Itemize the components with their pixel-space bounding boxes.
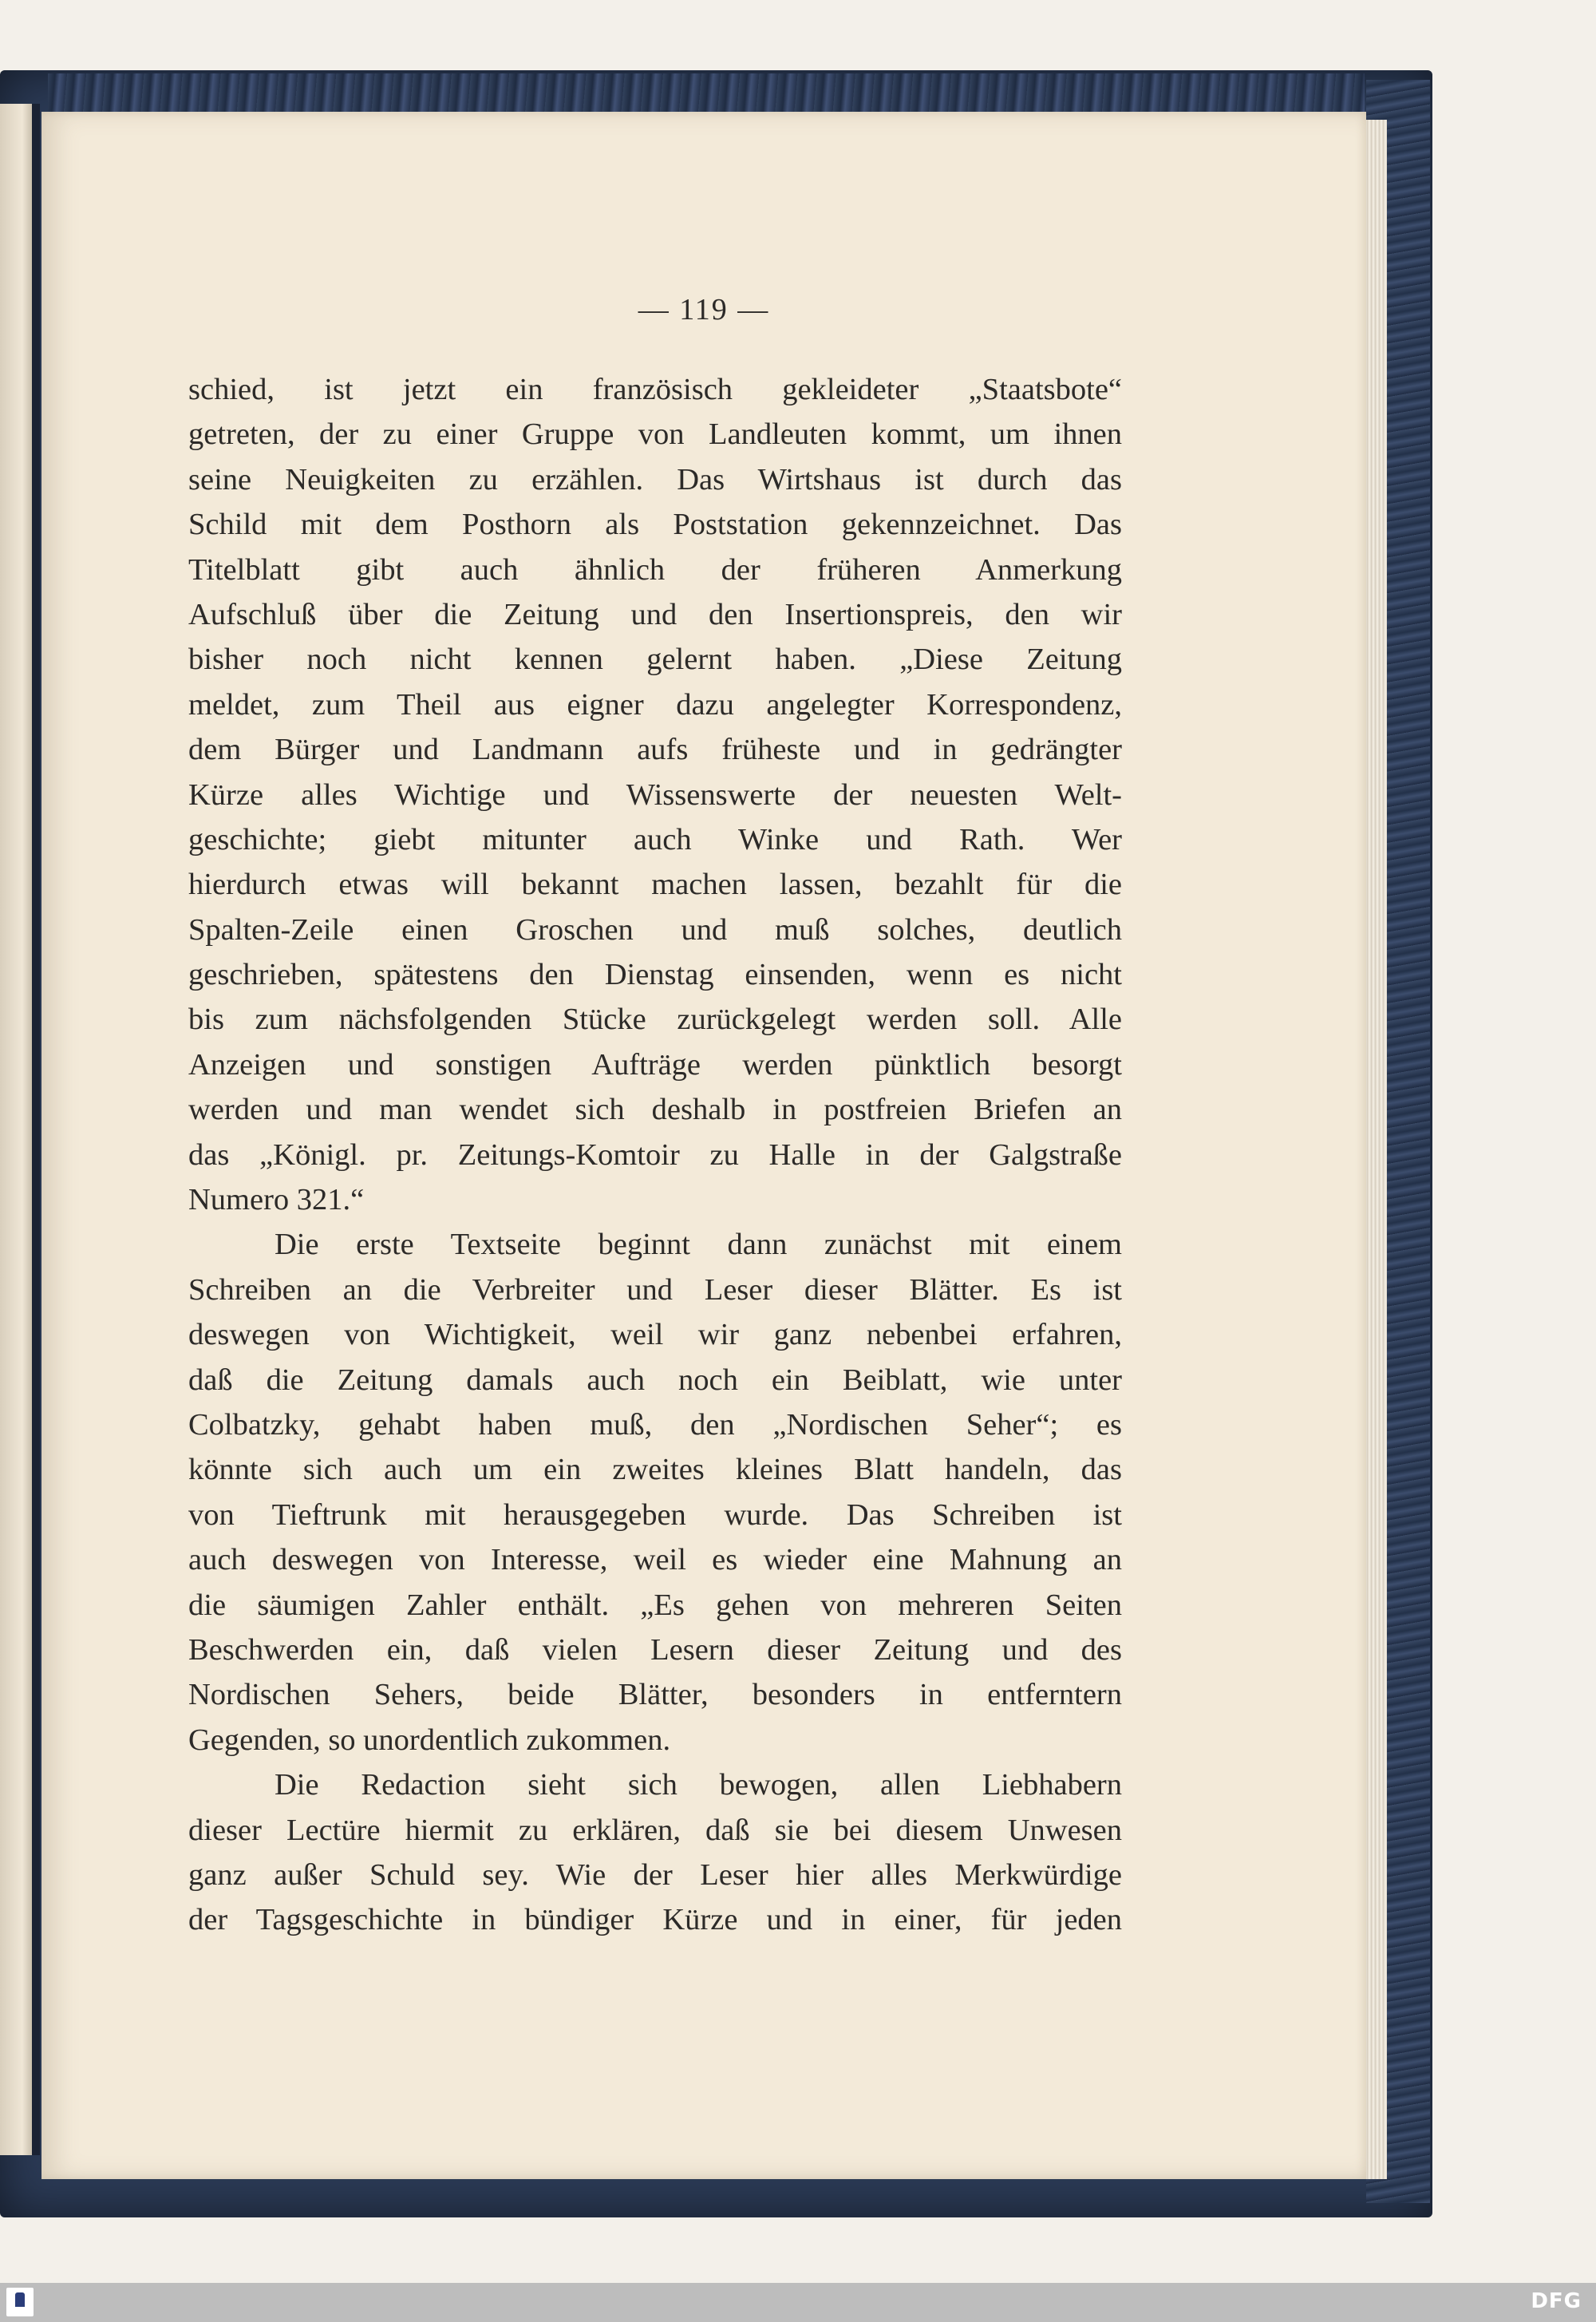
page-number: — 119 — xyxy=(638,293,770,326)
text-line: hierdurch etwas will bekannt machen lassen, bezahlt für die xyxy=(188,868,1122,902)
seal-glyph xyxy=(15,2292,25,2307)
page-text-block xyxy=(188,367,1122,1943)
text-line: auch deswegen von Interesse, weil es wieder eine Mahnung an xyxy=(188,1543,1122,1577)
text-line: meldet, zum Theil aus eigner dazu angelegter Korrespondenz, xyxy=(188,687,1122,722)
text-line: ganz außer Schuld sey. Wie der Leser hier alles Merkwürdige xyxy=(188,1857,1122,1892)
binding-strip xyxy=(32,104,40,2155)
dfg-logo[interactable]: DFG xyxy=(1531,2289,1582,2313)
text-line: der Tagsgeschichte in bündiger Kürze und in einer, für jeden xyxy=(188,1903,1122,1937)
text-line: Beschwerden ein, daß vielen Lesern dieser Zeitung und des xyxy=(188,1632,1122,1667)
text-line: schied, ist jetzt ein französisch gekleideter „Staatsbote“ xyxy=(188,373,1122,406)
book-cover-top-texture xyxy=(48,73,1365,113)
text-line: Anzeigen und sonstigen Aufträge werden pünktlich besorgt xyxy=(188,1047,1122,1082)
left-page-edge xyxy=(0,104,32,2155)
text-line: seine Neuigkeiten zu erzählen. Das Wirtshaus ist durch das xyxy=(188,462,1122,496)
text-line: Spalten-Zeile einen Groschen und muß solches, deutlich xyxy=(188,912,1122,947)
text-line: bisher noch nicht kennen gelernt haben. „Diese Zeitung xyxy=(188,643,1122,677)
text-line: daß die Zeitung damals auch noch ein Beiblatt, wie unter xyxy=(188,1363,1122,1397)
text-line: Nordischen Sehers, beide Blätter, besonders in entferntern xyxy=(188,1678,1122,1712)
text-line: Gegenden, so unordentlich zukommen. xyxy=(188,1723,671,1757)
text-line: werden und man wendet sich deshalb in postfreien Briefen an xyxy=(188,1093,1122,1127)
text-line: deswegen von Wichtigkeit, weil wir ganz nebenbei erfahren, xyxy=(188,1318,1122,1352)
text-line: könnte sich auch um ein zweites kleines Blatt handeln, das xyxy=(188,1453,1122,1487)
text-line: geschichte; giebt mitunter auch Winke und Rath. Wer xyxy=(188,822,1122,856)
text-line: die säumigen Zahler enthält. „Es gehen von mehreren Seiten xyxy=(188,1588,1122,1622)
text-line: Titelblatt gibt auch ähnlich der früheren Anmerkung xyxy=(188,552,1122,587)
text-line: Schild mit dem Posthorn als Poststation gekennzeichnet. Das xyxy=(188,508,1122,542)
text-line: Aufschluß über die Zeitung und den Insertionspreis, den wir xyxy=(188,597,1122,631)
text-line: Schreiben an die Verbreiter und Leser dieser Blätter. Es ist xyxy=(188,1272,1122,1307)
text-line: dieser Lectüre hiermit zu erklären, daß sie bei diesem Unwesen xyxy=(188,1813,1122,1847)
library-seal-icon[interactable] xyxy=(6,2288,34,2316)
text-line: von Tieftrunk mit herausgegeben wurde. Das Schreiben ist xyxy=(188,1497,1122,1532)
text-line: bis zum nächsfolgenden Stücke zurückgelegt werden soll. Alle xyxy=(188,1003,1122,1037)
text-line: Die erste Textseite beginnt dann zunächst mit einem xyxy=(275,1228,1122,1262)
text-line: Die Redaction sieht sich bewogen, allen Liebhabern xyxy=(275,1768,1122,1802)
text-line: das „Königl. pr. Zeitungs-Komtoir zu Halle in der Galgstraße xyxy=(188,1137,1122,1172)
viewer-footer-bar xyxy=(0,2283,1596,2322)
text-line: geschrieben, spätestens den Dienstag einsenden, wenn es nicht xyxy=(188,958,1122,992)
text-line: Kürze alles Wichtige und Wissenswerte der neuesten Welt- xyxy=(188,777,1122,812)
text-line: dem Bürger und Landmann aufs früheste und in gedrängter xyxy=(188,733,1122,767)
text-line: Numero 321.“ xyxy=(188,1183,365,1217)
text-line: Colbatzky, gehabt haben muß, den „Nordischen Seher“; es xyxy=(188,1407,1122,1442)
text-line: getreten, der zu einer Gruppe von Landleuten kommt, um ihnen xyxy=(188,417,1122,452)
